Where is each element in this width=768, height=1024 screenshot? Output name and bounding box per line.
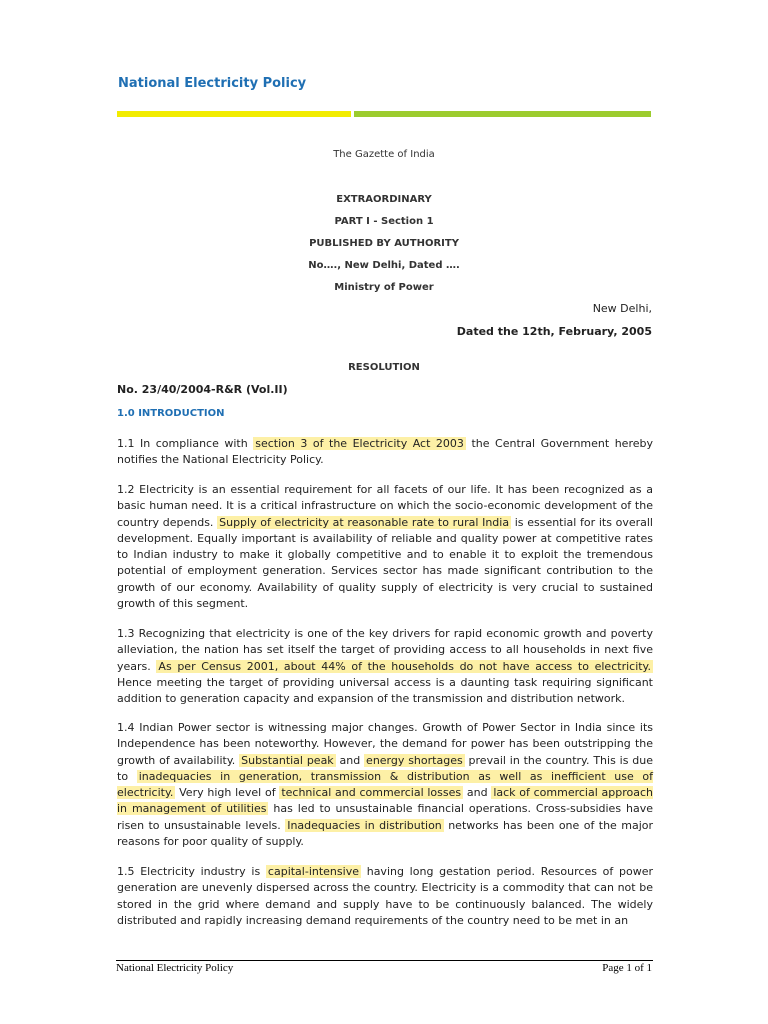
dated-line: Dated the 12th, February, 2005 <box>456 325 652 338</box>
p5-highlight-1: capital-intensive <box>267 865 359 878</box>
gazette-number-line: No…., New Delhi, Dated …. <box>308 260 460 271</box>
p2-highlight-1: Supply of electricity at reasonable rate to rural India <box>219 515 510 529</box>
p1-text-a: 1.1 In compliance with <box>117 437 254 450</box>
p4-text-b: and <box>335 753 365 767</box>
footer-page-number: Page 1 of 1 <box>602 962 652 974</box>
resolution-number: No. 23/40/2004-R&R (Vol.II) <box>117 383 288 396</box>
paragraph-1-5 <box>117 864 653 929</box>
p4-text-f: has led to unsustainable financial operations. Cross-subsidies have risen to unsustainable levels. <box>117 802 653 832</box>
gazette-ministry: Ministry of Power <box>334 282 434 293</box>
p3-text-b: Hence meeting the target of providing universal access is a daunting task requiring significant addition to generation capacity and expansion of the transmission and distribution network. <box>117 675 653 706</box>
gazette-published: PUBLISHED BY AUTHORITY <box>309 238 459 249</box>
footer-divider <box>116 960 653 961</box>
p4-text-d: Very high level of <box>175 786 280 800</box>
p4-highlight-4: technical and commercial losses <box>281 786 462 800</box>
p3-text-a: 1.3 Recognizing that electricity is one of the key drivers for rapid economic growth and poverty alleviation, the nation has set itself the target of providing access to all households in next five years. <box>117 627 653 673</box>
section-heading: 1.0 INTRODUCTION <box>117 408 225 419</box>
gazette-extraordinary: EXTRAORDINARY <box>336 194 432 205</box>
p4-text-a: 1.4 Indian Power sector is witnessing major changes. Growth of Power Sector in India since its Independence has been noteworthy. However, the demand for power has been outstripping the growth of availability. <box>117 721 653 767</box>
p4-highlight-3: inadequacies in generation, transmission & distribution as well as inefficient use of electricity. <box>117 769 654 800</box>
p2-text-b: is essential for its overall development. Equally important is availability of reliable and quality power at competitive rates to Indian industry to make it globally competitive and to enable it to exploit the tremendous potential of employment generation. Services sector has made significant contribution to the growth of our economy. Availability of quality supply of electricity is very crucial to sustained growth of this segment. <box>117 515 653 611</box>
paragraph-1-3 <box>117 626 653 707</box>
p4-text-g: networks has been one of the major reasons for poor quality of supply. <box>117 818 654 849</box>
title-rule-green <box>354 111 651 117</box>
p4-highlight-1: Substantial peak <box>241 753 334 767</box>
paragraph-1-2 <box>117 482 653 612</box>
p4-highlight-2: energy shortages <box>366 753 463 767</box>
p1-highlight-1: section 3 of the Electricity Act 2003 <box>255 437 464 450</box>
p1-text-b: the Central Government hereby notifies the National Electricity Policy. <box>117 437 653 467</box>
p5-text-b: having long gestation period. Resources of power generation are unevenly dispersed across the country. Electricity is a commodity that can not be stored in the grid where demand and supply have to be continuously balanced. The widely distributed and rapidly increasing demand requirements of the country need to be met in an <box>117 865 654 927</box>
p2-text-a: 1.2 Electricity is an essential requirement for all facets of our life. It has been recognized as a basic human need. It is a critical infrastructure on which the socio-economic development of the country depends. <box>117 483 653 529</box>
p4-highlight-5: lack of commercial approach in management of utilities <box>117 786 653 816</box>
gazette-part: PART I - Section 1 <box>334 216 434 227</box>
resolution-heading: RESOLUTION <box>348 362 420 373</box>
place-line: New Delhi, <box>592 302 652 315</box>
p4-text-e: and <box>463 786 492 800</box>
p3-highlight-1: As per Census 2001, about 44% of the households do not have access to electricity. <box>158 659 651 673</box>
gazette-name: The Gazette of India <box>333 149 435 160</box>
page-title: National Electricity Policy <box>118 76 307 91</box>
footer-title: National Electricity Policy <box>116 962 234 974</box>
p5-text-a: 1.5 Electricity industry is <box>117 865 266 878</box>
paragraph-1-1 <box>117 436 653 469</box>
paragraph-1-4 <box>117 720 653 850</box>
title-rule-yellow <box>117 111 351 117</box>
p4-text-c: prevail in the country. This is due to <box>117 753 653 783</box>
p4-highlight-6: Inadequacies in distribution <box>287 818 442 832</box>
